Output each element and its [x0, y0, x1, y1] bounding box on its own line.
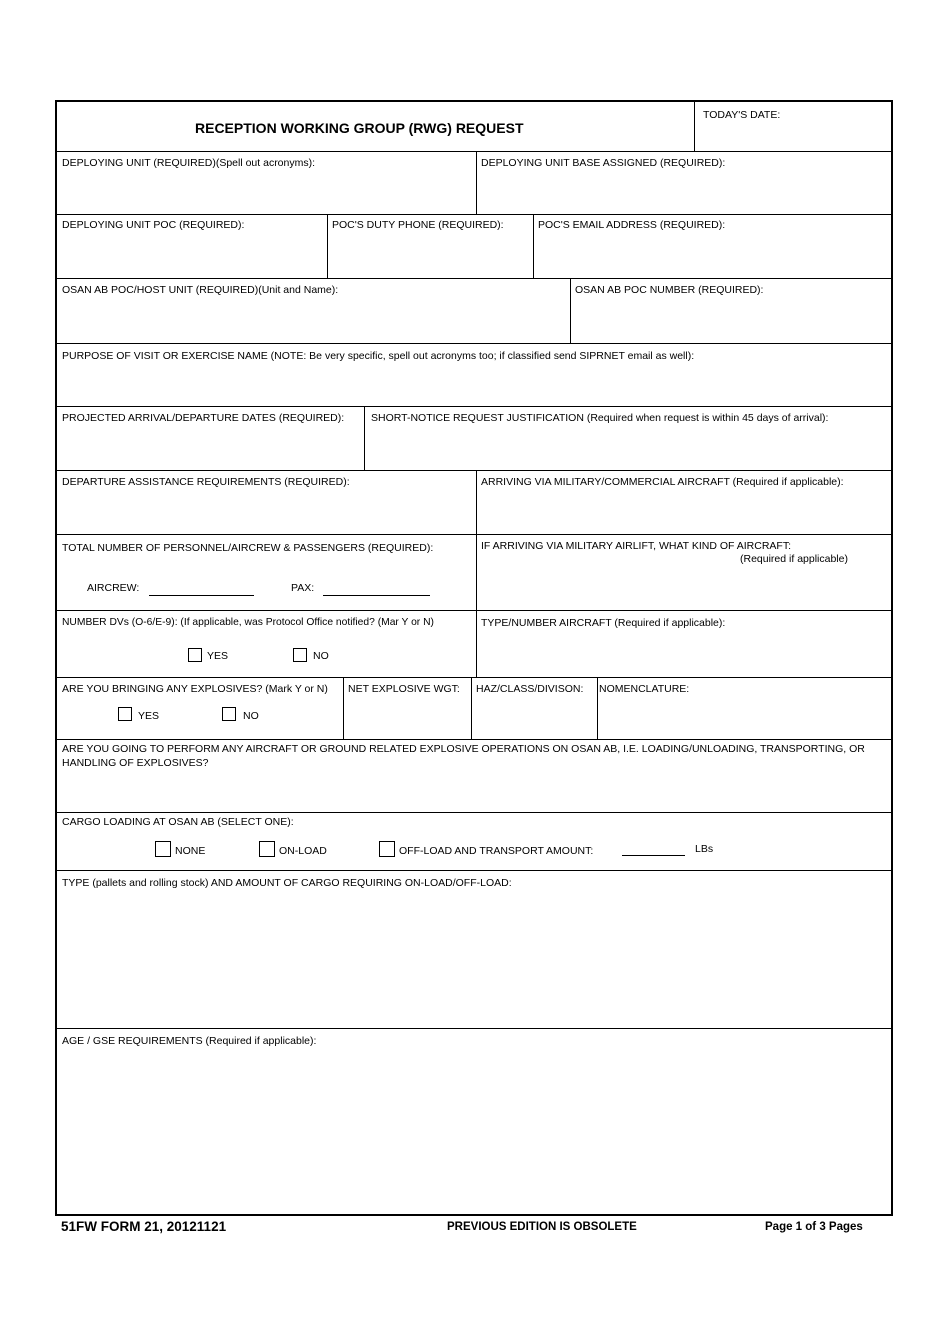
- poc-phone-label: POC'S DUTY PHONE (REQUIRED):: [332, 219, 504, 231]
- cargo-type-field[interactable]: [59, 892, 889, 1028]
- short-notice-field[interactable]: [366, 425, 889, 470]
- osan-poc-number-field[interactable]: [572, 297, 889, 343]
- arriving-via-label: ARRIVING VIA MILITARY/COMMERCIAL AIRCRAFT (Required if applicable):: [481, 476, 844, 488]
- explosive-ops-field[interactable]: [59, 772, 889, 812]
- divider: [57, 343, 891, 344]
- departure-assistance-label: DEPARTURE ASSISTANCE REQUIREMENTS (REQUIRED):: [62, 476, 350, 488]
- poc-email-field[interactable]: [535, 232, 889, 277]
- cargo-offload-label: OFF-LOAD AND TRANSPORT AMOUNT:: [399, 845, 594, 857]
- dv-yes-checkbox[interactable]: [188, 648, 202, 662]
- divider: [533, 214, 534, 278]
- haz-class-label: HAZ/CLASS/DIVISON:: [476, 683, 584, 695]
- divider: [57, 1028, 891, 1029]
- divider: [57, 534, 891, 535]
- short-notice-label: SHORT-NOTICE REQUEST JUSTIFICATION (Required when request is within 45 days of arrival):: [371, 412, 829, 424]
- net-explosive-wgt-field[interactable]: [345, 696, 469, 739]
- cargo-offload-checkbox[interactable]: [379, 841, 395, 857]
- deploying-unit-field[interactable]: [59, 170, 473, 214]
- airlift-kind-label: IF ARRIVING VIA MILITARY AIRLIFT, WHAT KIND OF AIRCRAFT:: [481, 540, 792, 552]
- explosives-yes-label: YES: [138, 710, 160, 722]
- purpose-label: PURPOSE OF VISIT OR EXERCISE NAME (NOTE: Be very specific, spell out acronyms too; if classified send SIPRNET email as well):: [62, 350, 695, 362]
- dv-yes-label: YES: [207, 650, 229, 662]
- purpose-field[interactable]: [59, 363, 889, 406]
- page-number: Page 1 of 3 Pages: [765, 1221, 863, 1233]
- age-gse-label: AGE / GSE REQUIREMENTS (Required if applicable):: [62, 1035, 317, 1047]
- divider: [57, 278, 891, 279]
- nomenclature-label: NOMENCLATURE:: [599, 683, 690, 695]
- divider: [570, 278, 571, 343]
- divider: [57, 151, 891, 152]
- departure-assistance-field[interactable]: [59, 489, 473, 534]
- cargo-none-checkbox[interactable]: [155, 841, 171, 857]
- nomenclature-field[interactable]: [599, 696, 889, 739]
- divider: [476, 151, 477, 214]
- osan-poc-number-label: OSAN AB POC NUMBER (REQUIRED):: [575, 284, 764, 296]
- cargo-type-label: TYPE (pallets and rolling stock) AND AMOUNT OF CARGO REQUIRING ON-LOAD/OFF-LOAD:: [62, 877, 512, 889]
- cargo-none-label: NONE: [175, 845, 206, 857]
- type-number-aircraft-field[interactable]: [479, 630, 889, 677]
- obsolete-notice: PREVIOUS EDITION IS OBSOLETE: [447, 1221, 637, 1233]
- divider: [327, 214, 328, 278]
- projected-dates-field[interactable]: [59, 425, 361, 470]
- dv-no-checkbox[interactable]: [293, 648, 307, 662]
- divider: [694, 102, 695, 151]
- aircrew-input[interactable]: [149, 595, 254, 596]
- poc-phone-field[interactable]: [329, 232, 531, 277]
- divider: [476, 534, 477, 610]
- net-explosive-wgt-label: NET EXPLOSIVE WGT:: [348, 683, 460, 695]
- divider: [57, 870, 891, 871]
- deploying-base-field[interactable]: [479, 170, 889, 214]
- pax-label: PAX:: [291, 582, 315, 594]
- projected-dates-label: PROJECTED ARRIVAL/DEPARTURE DATES (REQUIRED):: [62, 412, 345, 424]
- poc-email-label: POC'S EMAIL ADDRESS (REQUIRED):: [538, 219, 726, 231]
- divider: [597, 677, 598, 739]
- divider: [476, 470, 477, 534]
- divider: [364, 406, 365, 470]
- form-id: 51FW FORM 21, 20121121: [61, 1219, 227, 1234]
- airlift-kind-field[interactable]: [479, 568, 889, 610]
- divider: [57, 406, 891, 407]
- explosive-ops-label: ARE YOU GOING TO PERFORM ANY AIRCRAFT OR GROUND RELATED EXPLOSIVE OPERATIONS ON OSAN AB, I.E. LOADING/UNLOADING, TRANSPORTING, OR HANDLING OF EXPLOSIVES?: [62, 743, 865, 769]
- todays-date-label: TODAY'S DATE:: [703, 109, 781, 121]
- deploying-poc-field[interactable]: [59, 232, 325, 277]
- divider: [57, 677, 891, 678]
- rwg-request-form: [55, 100, 893, 1216]
- divider: [471, 677, 472, 739]
- deploying-base-label: DEPLOYING UNIT BASE ASSIGNED (REQUIRED):: [481, 157, 726, 169]
- divider: [343, 677, 344, 739]
- divider: [476, 610, 477, 677]
- bringing-explosives-label: ARE YOU BRINGING ANY EXPLOSIVES? (Mark Y or N): [62, 683, 328, 695]
- dv-no-label: NO: [313, 650, 329, 662]
- divider: [57, 214, 891, 215]
- haz-class-field[interactable]: [473, 696, 595, 739]
- offload-amount-input[interactable]: [622, 855, 685, 856]
- cargo-loading-label: CARGO LOADING AT OSAN AB (SELECT ONE):: [62, 816, 294, 828]
- arriving-via-field[interactable]: [479, 489, 889, 534]
- age-gse-field[interactable]: [59, 1050, 889, 1214]
- osan-poc-unit-label: OSAN AB POC/HOST UNIT (REQUIRED)(Unit and Name):: [62, 284, 339, 296]
- deploying-poc-label: DEPLOYING UNIT POC (REQUIRED):: [62, 219, 245, 231]
- divider: [57, 739, 891, 740]
- type-number-aircraft-label: TYPE/NUMBER AIRCRAFT (Required if applicable):: [481, 617, 726, 629]
- cargo-onload-label: ON-LOAD: [279, 845, 327, 857]
- divider: [57, 812, 891, 813]
- explosives-yes-checkbox[interactable]: [118, 707, 132, 721]
- divider: [57, 610, 891, 611]
- lbs-label: LBs: [695, 843, 714, 855]
- pax-input[interactable]: [323, 595, 430, 596]
- explosives-no-label: NO: [243, 710, 259, 722]
- deploying-unit-label: DEPLOYING UNIT (REQUIRED)(Spell out acronyms):: [62, 157, 316, 169]
- divider: [57, 470, 891, 471]
- todays-date-field[interactable]: [697, 122, 891, 150]
- explosives-no-checkbox[interactable]: [222, 707, 236, 721]
- airlift-kind-note: (Required if applicable): [740, 553, 848, 565]
- total-personnel-label: TOTAL NUMBER OF PERSONNEL/AIRCREW & PASSENGERS (REQUIRED):: [62, 542, 434, 554]
- aircrew-label: AIRCREW:: [87, 582, 140, 594]
- form-title: RECEPTION WORKING GROUP (RWG) REQUEST: [195, 120, 524, 136]
- osan-poc-unit-field[interactable]: [59, 297, 567, 343]
- number-dvs-label: NUMBER DVs (O-6/E-9): (If applicable, was Protocol Office notified? (Mar Y or N): [62, 617, 434, 628]
- cargo-onload-checkbox[interactable]: [259, 841, 275, 857]
